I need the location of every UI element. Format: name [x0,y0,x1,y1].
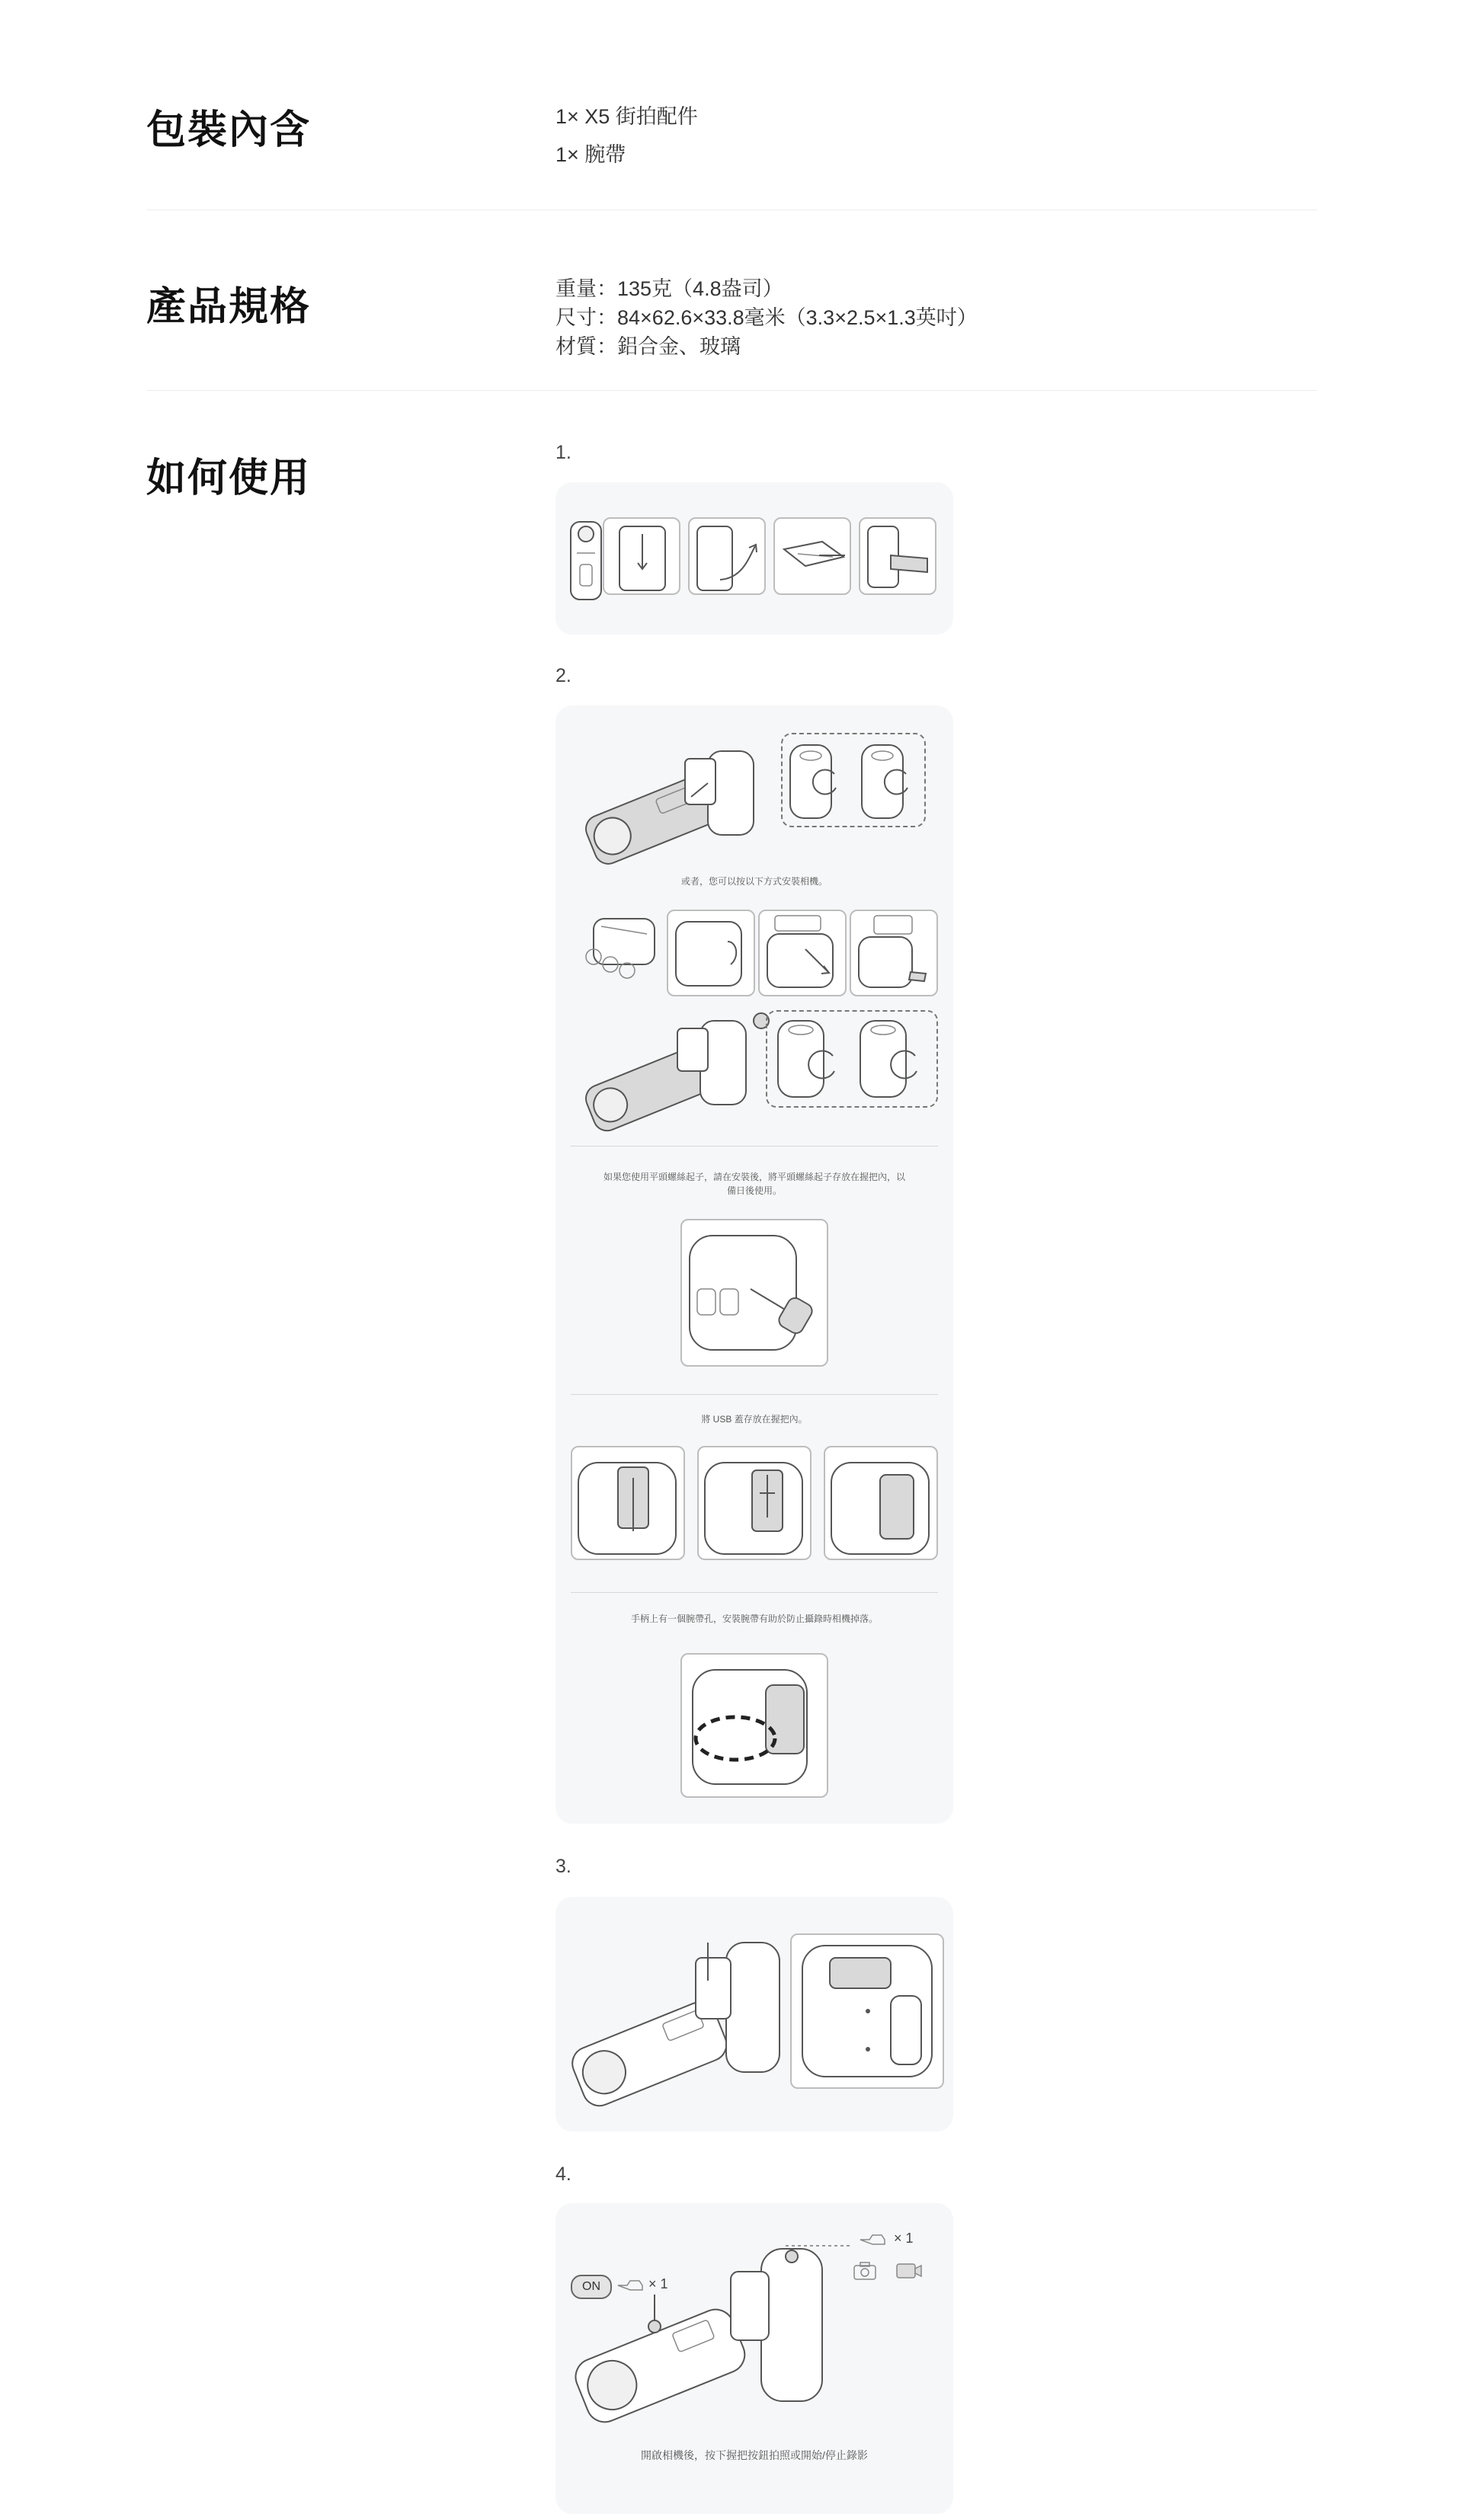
press-count-1: × 1 [648,2276,668,2291]
divider [146,209,1317,210]
step-3-detail-frame [790,1933,944,2089]
step-1-frame-3 [773,517,851,595]
spec-dimensions: 尺寸：84×62.6×33.8毫米（3.3×2.5×1.3英吋） [555,306,978,329]
step-1-label: 1. [555,442,571,463]
step-2-alt-frame-2 [758,910,847,996]
package-list [555,98,698,174]
camera-power-on-illustration [571,2234,891,2432]
grip-alt-detail-dashed [766,1010,938,1108]
separator [571,1394,938,1395]
howto-title: 如何使用 [146,456,312,500]
screwdriver-storage-frame [680,1219,828,1367]
camera-attach-grip-illustration [566,1927,787,2110]
step-2-alt-frame-3 [850,910,938,996]
usb-cover-frame-1 [571,1446,685,1560]
package-item: 1× 腕帶 [555,143,626,166]
step-2-caption-strap: 手柄上有一個腕帶孔，安裝腕帶有助於防止攝錄時相機掉落。 [630,1613,878,1624]
camera-with-grip-alt-illustration [578,998,769,1127]
step-2-alt-frame-1 [667,910,755,996]
camera-side-illustration [568,519,606,603]
step-1-frame-2 [688,517,766,595]
step-2-caption-screwdriver: 如果您使用平頭螺絲起子，請在安裝後，將平頭螺絲起子存放在握把內，以備日後使用。 [603,1172,905,1196]
step-1-frame-4 [859,517,936,595]
press-count-2: × 1 [894,2231,914,2246]
step-2-illustration [555,705,953,1824]
step-1-illustration [555,482,953,635]
camera-video-icon [895,2261,923,2281]
step-2-caption-usb: 將 USB 蓋存放在握把內。 [701,1414,808,1425]
package-item: 1× X5 街拍配件 [555,105,698,128]
spec-weight: 重量：135克（4.8盎司） [555,277,783,300]
separator [571,1592,938,1593]
specs-section [146,274,1317,373]
usb-cover-frame-3 [824,1446,938,1560]
grip-detail-dashed [781,733,926,827]
wrist-strap-frame [680,1653,828,1798]
step-3-label: 3. [555,1856,571,1877]
spec-material: 材質：鋁合金、玻璃 [555,335,741,358]
package-title: 包裝內含 [146,108,312,152]
step-1-frame-1 [603,517,680,595]
step-4-caption: 開啟相機後，按下握把按鈕拍照或開始/停止錄影 [641,2449,868,2461]
step-4-illustration [555,2203,953,2514]
specs-list [555,274,978,361]
step-3-illustration [555,1897,953,2131]
package-section [146,98,1317,197]
step-2-caption-alt: 或者，您可以按以下方式安裝相機。 [680,876,828,887]
divider [146,390,1317,391]
grip-parts-illustration [571,911,670,995]
specs-title: 產品規格 [146,285,312,329]
step-4-label: 4. [555,2163,571,2185]
camera-with-grip-illustration [578,728,776,865]
step-2-label: 2. [555,665,571,686]
power-on-label: ON [582,2280,600,2293]
usb-cover-frame-2 [697,1446,812,1560]
